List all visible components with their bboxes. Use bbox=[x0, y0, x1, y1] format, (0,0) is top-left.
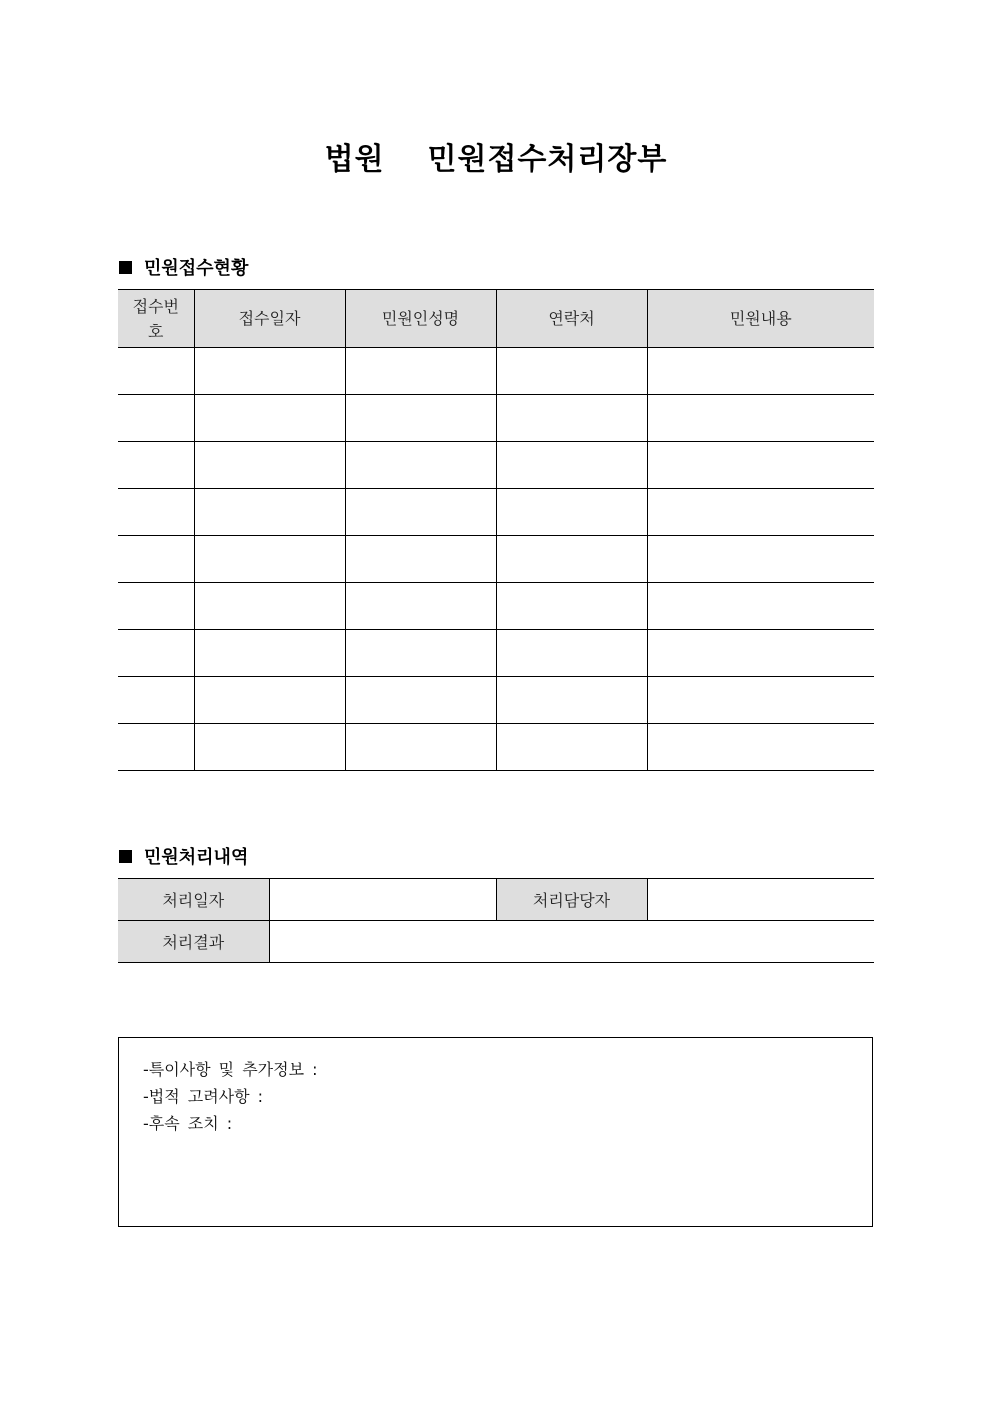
processing-row-date bbox=[118, 879, 874, 921]
col-header-label: 접수번호 bbox=[132, 296, 179, 341]
cell-receipt-date[interactable] bbox=[194, 395, 345, 442]
cell-receipt-no[interactable] bbox=[118, 583, 194, 630]
cell-receipt-date[interactable] bbox=[194, 489, 345, 536]
cell-receipt-no[interactable] bbox=[118, 442, 194, 489]
cell-receipt-no[interactable] bbox=[118, 395, 194, 442]
intake-table bbox=[118, 289, 874, 771]
cell-content[interactable] bbox=[647, 442, 874, 489]
cell-receipt-date[interactable] bbox=[194, 348, 345, 395]
process-result-label: 처리결과 bbox=[118, 921, 269, 963]
cell-contact[interactable] bbox=[496, 677, 647, 724]
note-legal-considerations: -법적 고려사항 : bbox=[143, 1087, 264, 1106]
cell-contact[interactable] bbox=[496, 630, 647, 677]
cell-receipt-no[interactable] bbox=[118, 536, 194, 583]
cell-petitioner-name[interactable] bbox=[345, 489, 496, 536]
cell-petitioner-name[interactable] bbox=[345, 677, 496, 724]
col-header-label: 접수일자 bbox=[238, 309, 301, 328]
table-row bbox=[118, 630, 874, 677]
cell-receipt-no[interactable] bbox=[118, 677, 194, 724]
cell-contact[interactable] bbox=[496, 583, 647, 630]
table-row bbox=[118, 724, 874, 771]
process-date-field[interactable] bbox=[269, 879, 496, 921]
cell-petitioner-name[interactable] bbox=[345, 442, 496, 489]
cell-petitioner-name[interactable] bbox=[345, 348, 496, 395]
note-follow-up: -후속 조치 : bbox=[143, 1114, 233, 1133]
cell-content[interactable] bbox=[647, 630, 874, 677]
cell-petitioner-name[interactable] bbox=[345, 630, 496, 677]
process-officer-label: 처리담당자 bbox=[496, 879, 647, 921]
cell-content[interactable] bbox=[647, 489, 874, 536]
square-bullet-icon bbox=[119, 850, 132, 863]
intake-section-heading bbox=[119, 254, 248, 280]
cell-receipt-no[interactable] bbox=[118, 724, 194, 771]
table-row bbox=[118, 536, 874, 583]
cell-receipt-date[interactable] bbox=[194, 630, 345, 677]
table-row bbox=[118, 348, 874, 395]
process-result-field[interactable] bbox=[269, 921, 874, 963]
table-row bbox=[118, 583, 874, 630]
cell-receipt-no[interactable] bbox=[118, 348, 194, 395]
cell-petitioner-name[interactable] bbox=[345, 395, 496, 442]
processing-table bbox=[118, 878, 874, 963]
process-date-label: 처리일자 bbox=[118, 879, 269, 921]
col-header-label: 민원인성명 bbox=[381, 309, 460, 328]
cell-content[interactable] bbox=[647, 724, 874, 771]
cell-contact[interactable] bbox=[496, 442, 647, 489]
page-title: 법원 민원접수처리장부 bbox=[324, 142, 668, 177]
cell-content[interactable] bbox=[647, 348, 874, 395]
col-header-receipt-no bbox=[118, 290, 194, 348]
table-row bbox=[118, 395, 874, 442]
cell-contact[interactable] bbox=[496, 395, 647, 442]
notes-box[interactable] bbox=[118, 1037, 873, 1227]
note-special-info: -특이사항 및 추가정보 : bbox=[143, 1060, 318, 1079]
cell-receipt-date[interactable] bbox=[194, 724, 345, 771]
table-row bbox=[118, 442, 874, 489]
col-header-receipt-date bbox=[194, 290, 345, 348]
processing-row-result bbox=[118, 921, 874, 963]
intake-header-row bbox=[118, 290, 874, 348]
col-header-label: 민원내용 bbox=[729, 309, 792, 328]
table-row bbox=[118, 677, 874, 724]
cell-contact[interactable] bbox=[496, 536, 647, 583]
cell-receipt-date[interactable] bbox=[194, 677, 345, 724]
cell-contact[interactable] bbox=[496, 724, 647, 771]
cell-content[interactable] bbox=[647, 395, 874, 442]
cell-petitioner-name[interactable] bbox=[345, 536, 496, 583]
cell-petitioner-name[interactable] bbox=[345, 583, 496, 630]
cell-contact[interactable] bbox=[496, 348, 647, 395]
cell-receipt-date[interactable] bbox=[194, 442, 345, 489]
cell-content[interactable] bbox=[647, 583, 874, 630]
cell-receipt-no[interactable] bbox=[118, 630, 194, 677]
col-header-label: 연락처 bbox=[548, 309, 595, 328]
table-row bbox=[118, 489, 874, 536]
col-header-content bbox=[647, 290, 874, 348]
cell-content[interactable] bbox=[647, 677, 874, 724]
col-header-contact bbox=[496, 290, 647, 348]
intake-heading-label: 민원접수현황 bbox=[144, 258, 249, 279]
cell-contact[interactable] bbox=[496, 489, 647, 536]
processing-heading-label: 민원처리내역 bbox=[144, 847, 249, 868]
col-header-petitioner-name bbox=[345, 290, 496, 348]
cell-receipt-date[interactable] bbox=[194, 536, 345, 583]
cell-receipt-no[interactable] bbox=[118, 489, 194, 536]
cell-receipt-date[interactable] bbox=[194, 583, 345, 630]
cell-petitioner-name[interactable] bbox=[345, 724, 496, 771]
processing-section-heading bbox=[119, 843, 248, 869]
process-officer-field[interactable] bbox=[647, 879, 874, 921]
square-bullet-icon bbox=[119, 261, 132, 274]
cell-content[interactable] bbox=[647, 536, 874, 583]
